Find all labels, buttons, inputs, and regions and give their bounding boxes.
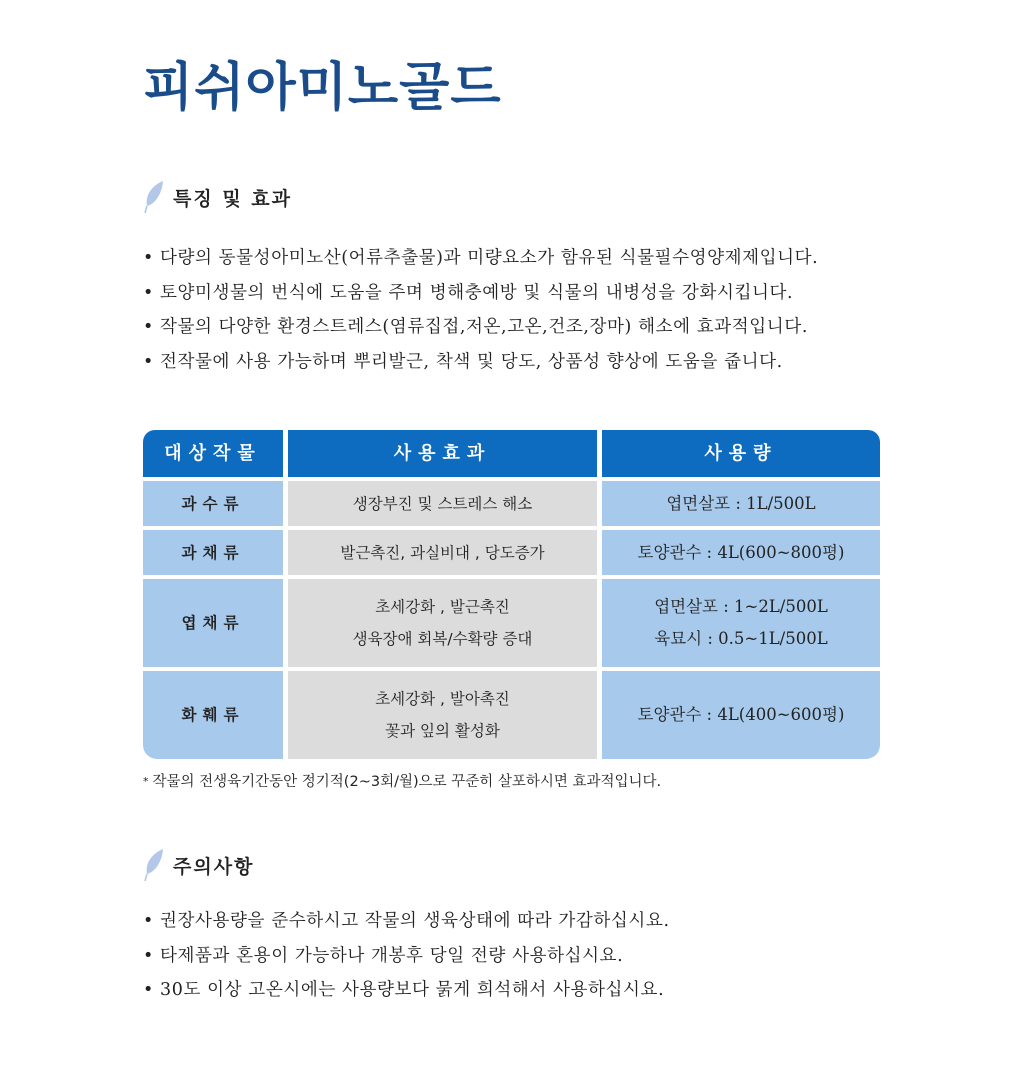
- bullet-icon: •: [143, 351, 154, 372]
- effect-cell: 초세강화 , 발근촉진 생육장애 회복/수확량 증대: [288, 579, 597, 667]
- list-item: • 타제품과 혼용이 가능하나 개봉후 당일 전량 사용하십시요.: [143, 939, 670, 974]
- effect-cell: 생장부진 및 스트레스 해소: [288, 481, 597, 526]
- leaf-icon: [143, 848, 165, 882]
- effect-cell: 초세강화 , 발아촉진 꽃과 잎의 활성화: [288, 671, 597, 759]
- list-item: • 토양미생물의 번식에 도움을 주며 병해충예방 및 식물의 내병성을 강화시킵니다.: [143, 276, 818, 311]
- features-section-header: [143, 180, 292, 214]
- bullet-icon: •: [143, 945, 154, 966]
- bullet-icon: •: [143, 980, 154, 1000]
- page-title: 피쉬아미노골드: [143, 58, 502, 118]
- cautions-list: [143, 904, 670, 1008]
- crop-cell: 화훼류: [143, 671, 283, 759]
- leaf-icon: [143, 180, 165, 214]
- header-usage: 사용량: [602, 430, 880, 477]
- header-effect: 사용효과: [288, 430, 597, 477]
- cautions-section-header: [143, 848, 254, 882]
- effect-cell: 발근촉진, 과실비대 , 당도증가: [288, 530, 597, 575]
- list-item: • 다량의 동물성아미노산(어류추출물)과 미량요소가 함유된 식물필수영양제제입니다.: [143, 241, 818, 276]
- list-item: • 30도 이상 고온시에는 사용량보다 묽게 희석해서 사용하십시요.: [143, 973, 670, 1008]
- header-crop: 대상작물: [143, 430, 283, 477]
- usage-table: [143, 430, 880, 759]
- bullet-icon: •: [143, 911, 154, 931]
- list-item: • 권장사용량을 준수하시고 작물의 생육상태에 따라 가감하십시요.: [143, 904, 670, 939]
- list-item: • 작물의 다양한 환경스트레스(염류집접,저온,고온,건조,장마) 해소에 효과적입니다.: [143, 310, 818, 345]
- usage-cell: 엽면살포 : 1~2L/500L 육묘시 : 0.5~1L/500L: [602, 579, 880, 667]
- crop-cell: 과수류: [143, 481, 283, 526]
- usage-cell: 엽면살포 : 1L/500L: [602, 481, 880, 526]
- bullet-icon: •: [143, 248, 154, 268]
- crop-cell: 엽채류: [143, 579, 283, 667]
- cautions-heading: 주의사항: [173, 855, 255, 878]
- table-footnote: * 작물의 전생육기간동안 정기적(2~3회/월)으로 꾸준히 살포하시면 효과적입니다.: [143, 774, 662, 790]
- usage-cell: 토양관수 : 4L(600~800평): [602, 530, 880, 575]
- asterisk-icon: *: [143, 775, 149, 788]
- list-item: • 전작물에 사용 가능하며 뿌리발근, 착색 및 당도, 상품성 향상에 도움을 줍니다.: [143, 345, 818, 380]
- bullet-icon: •: [143, 282, 154, 303]
- bullet-icon: •: [143, 317, 154, 337]
- features-list: [143, 241, 818, 379]
- crop-cell: 과채류: [143, 530, 283, 575]
- features-heading: 특징 및 효과: [173, 187, 292, 210]
- usage-cell: 토양관수 : 4L(400~600평): [602, 671, 880, 759]
